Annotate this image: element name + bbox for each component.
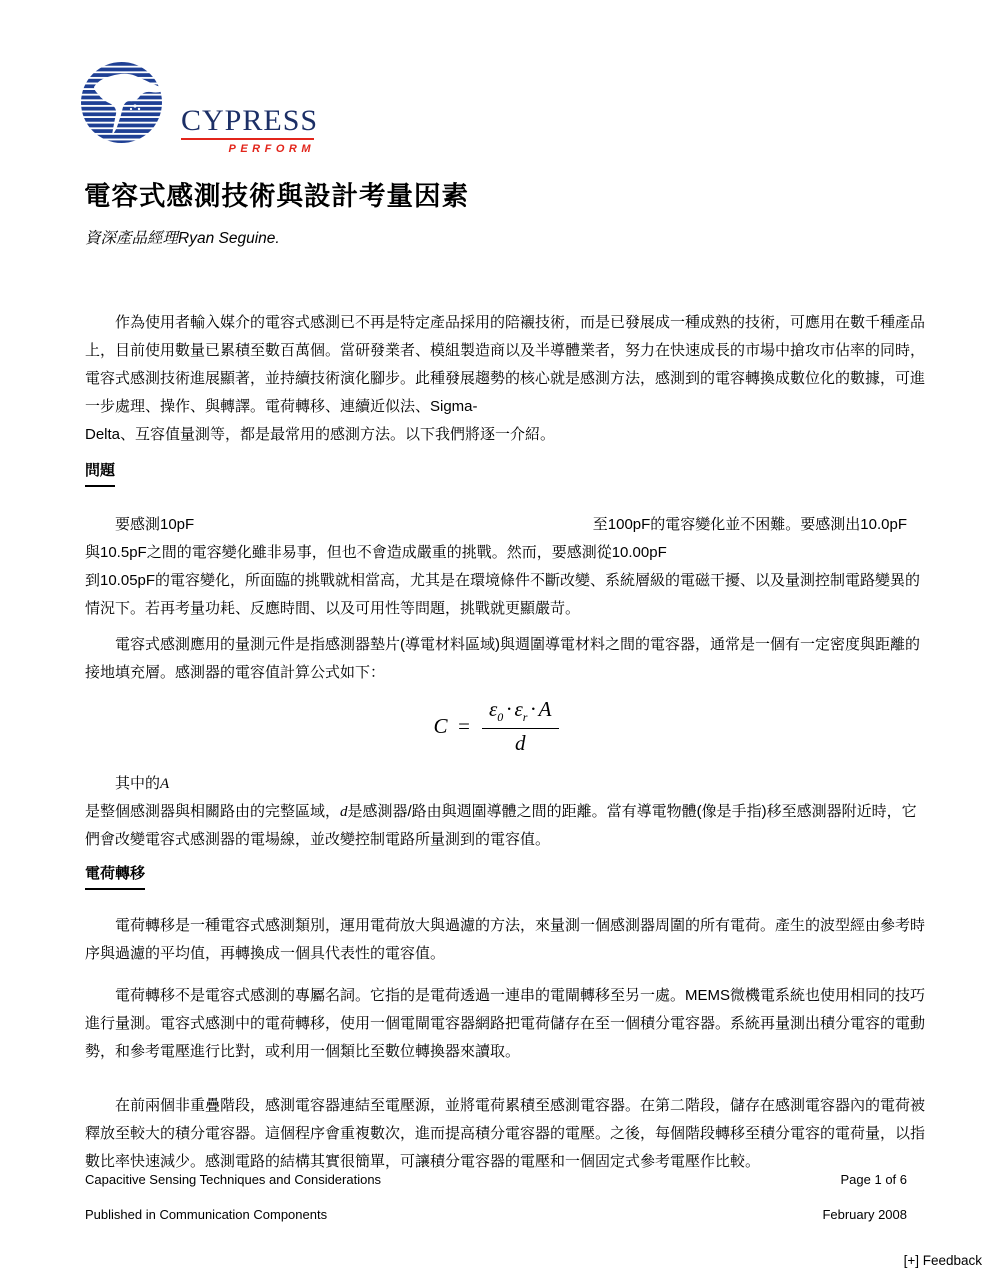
text-line: 接地填充層。感測器的電容值計算公式如下： bbox=[85, 664, 386, 681]
cypress-tagline: PERFORM bbox=[228, 143, 315, 155]
text-segment: 是整個感測器與相關路由的完整區域， bbox=[85, 803, 341, 821]
formula-lhs: C = bbox=[433, 714, 473, 739]
sensor-capacitor-paragraph bbox=[85, 631, 920, 687]
text-segment: 其中的 bbox=[115, 775, 161, 793]
formula-fraction bbox=[482, 697, 559, 756]
text-line: Delta、互容值量測等，都是最常用的感測方法。以下我們將逐一介紹。 bbox=[85, 426, 556, 443]
cypress-logo bbox=[81, 62, 341, 162]
text-segment: 要感測10pF bbox=[115, 516, 195, 533]
content-after-formula bbox=[85, 770, 926, 1176]
text-line: 電荷轉移是一種電容式感測類別，運用電荷放大與過濾的方法，來量測一個感測器周圍的所有電荷。產生的波型經由參考時 bbox=[115, 917, 926, 935]
document-body bbox=[85, 309, 926, 1176]
text-line bbox=[85, 798, 917, 826]
sensing-challenge-paragraph bbox=[85, 511, 921, 623]
section-heading-problem bbox=[85, 457, 907, 487]
text-line: 序與過濾的平均值，再轉換成一個具代表性的電容值。 bbox=[85, 945, 446, 963]
footer-page-number: Page 1 of 6 bbox=[840, 1172, 907, 1187]
footer-doc-title: Capacitive Sensing Techniques and Considerations bbox=[85, 1172, 382, 1187]
text-line: 數比率快速減少。感測電路的結構其實很簡單，可讓積分電容器的電壓和一個固定式參考電壓作比較。 bbox=[85, 1153, 761, 1171]
variable-symbol: d bbox=[340, 804, 348, 821]
text-line: 電容式感測應用的量測元件是指感測器墊片(導電材料區域)與週圍導電材料之間的電容器，通常是一個有一定密度與距離的 bbox=[115, 636, 920, 653]
text-line: 到10.05pF的電容變化，所面臨的挑戰就相當高，尤其是在環境條件不斷改變、系統層級的電磁干擾、以及量測控制電路變異的 bbox=[85, 572, 921, 589]
text-line: 電荷轉移不是電容式感測的專屬名詞。它指的是電荷透過一連串的電閘轉移至另一處。MEMS微機電系統也使用相同的技巧 bbox=[115, 987, 926, 1005]
text-line: 在前兩個非重疊階段，感測電容器連結至電壓源，並將電荷累積至感測電容器。在第二階段，儲存在感測電容器內的電荷被 bbox=[115, 1097, 926, 1115]
section-heading-charge-transfer bbox=[85, 860, 907, 890]
footer-date: February 2008 bbox=[822, 1207, 907, 1222]
text-line: 進行量測。電容式感測中的電荷轉移，使用一個電閘電容器網路把電荷儲存在至一個積分電容器。系統再量測出積分電容的電動 bbox=[85, 1015, 926, 1033]
cypress-logotype bbox=[181, 104, 319, 155]
variable-symbol: A bbox=[160, 776, 170, 793]
text-line: 們會改變電容式感測器的電場線，並改變控制電路所量測到的電容值。 bbox=[85, 831, 551, 849]
section-heading-text: 電荷轉移 bbox=[85, 860, 145, 890]
formula-denominator: d bbox=[514, 731, 526, 756]
text-line: 電容式感測技術進展顯著，並持續技術演化腳步。此種發展趨勢的核心就是感測方法，感測到的電容轉換成數位化的數據，可進 bbox=[85, 370, 926, 387]
cypress-globe-icon bbox=[81, 62, 162, 143]
page-title: 電容式感測技術與設計考量因素 bbox=[84, 181, 469, 211]
text-line: 與10.5pF之間的電容變化雖非易事，但也不會造成嚴重的挑戰。然而，要感測從10.00pF bbox=[85, 544, 667, 561]
footer-row-1 bbox=[85, 1172, 907, 1188]
feedback-link[interactable]: [+] Feedback bbox=[903, 1253, 982, 1268]
content-before-formula bbox=[85, 309, 926, 687]
text-line: 釋放至較大的積分電容器。這個程序會重複數次，進而提高積分電容器的電壓。之後，每個階段轉移至積分電容的電荷量，以指 bbox=[85, 1125, 926, 1143]
charge-transfer-detail-paragraph bbox=[85, 982, 926, 1066]
charge-transfer-intro-paragraph bbox=[85, 912, 926, 968]
text-line: 勢，和參考電壓進行比對，或利用一個類比至數位轉換器來讀取。 bbox=[85, 1043, 521, 1061]
footer-published-in: Published in Communication Components bbox=[85, 1207, 328, 1222]
formula-variables-paragraph bbox=[85, 770, 917, 854]
text-line: 上，目前使用數量已累積至數百萬個。當研發業者、模組製造商以及半導體業者，努力在快速成長的市場中搶攻市佔率的同時， bbox=[85, 342, 926, 359]
text-segment: 是感測器/路由與週圍導體之間的距離。當有導電物體(像是手指)移至感測器附近時，它 bbox=[347, 803, 917, 821]
capacitance-formula bbox=[434, 697, 559, 756]
formula-numerator: $\varepsilon_0 \cdot \varepsilon_r \cdot A$ bbox=[482, 697, 559, 729]
text-line: 一步處理、操作、與轉譯。電荷轉移、連續近似法、Sigma- bbox=[85, 398, 478, 415]
logo-rule bbox=[181, 138, 314, 140]
footer-row-2 bbox=[85, 1207, 907, 1223]
text-line bbox=[85, 511, 907, 539]
text-line: 作為使用者輸入媒介的電容式感測已不再是特定產品採用的陪襯技術，而是已發展成一種成熟的技術，可應用在數千種產品 bbox=[115, 314, 926, 331]
intro-paragraph bbox=[85, 309, 926, 449]
text-line: 情況下。若再考量功耗、反應時間、以及可用性等問題，挑戰就更顯嚴苛。 bbox=[85, 600, 581, 617]
section-heading-text: 問題 bbox=[85, 457, 115, 487]
charge-transfer-phases-paragraph bbox=[85, 1092, 926, 1176]
text-line bbox=[85, 770, 907, 798]
cypress-wordmark: CYPRESS bbox=[181, 104, 319, 137]
byline: 資深產品經理Ryan Seguine. bbox=[85, 230, 280, 247]
text-segment: 至100pF的電容變化並不困難。要感測出10.0pF bbox=[592, 516, 907, 533]
